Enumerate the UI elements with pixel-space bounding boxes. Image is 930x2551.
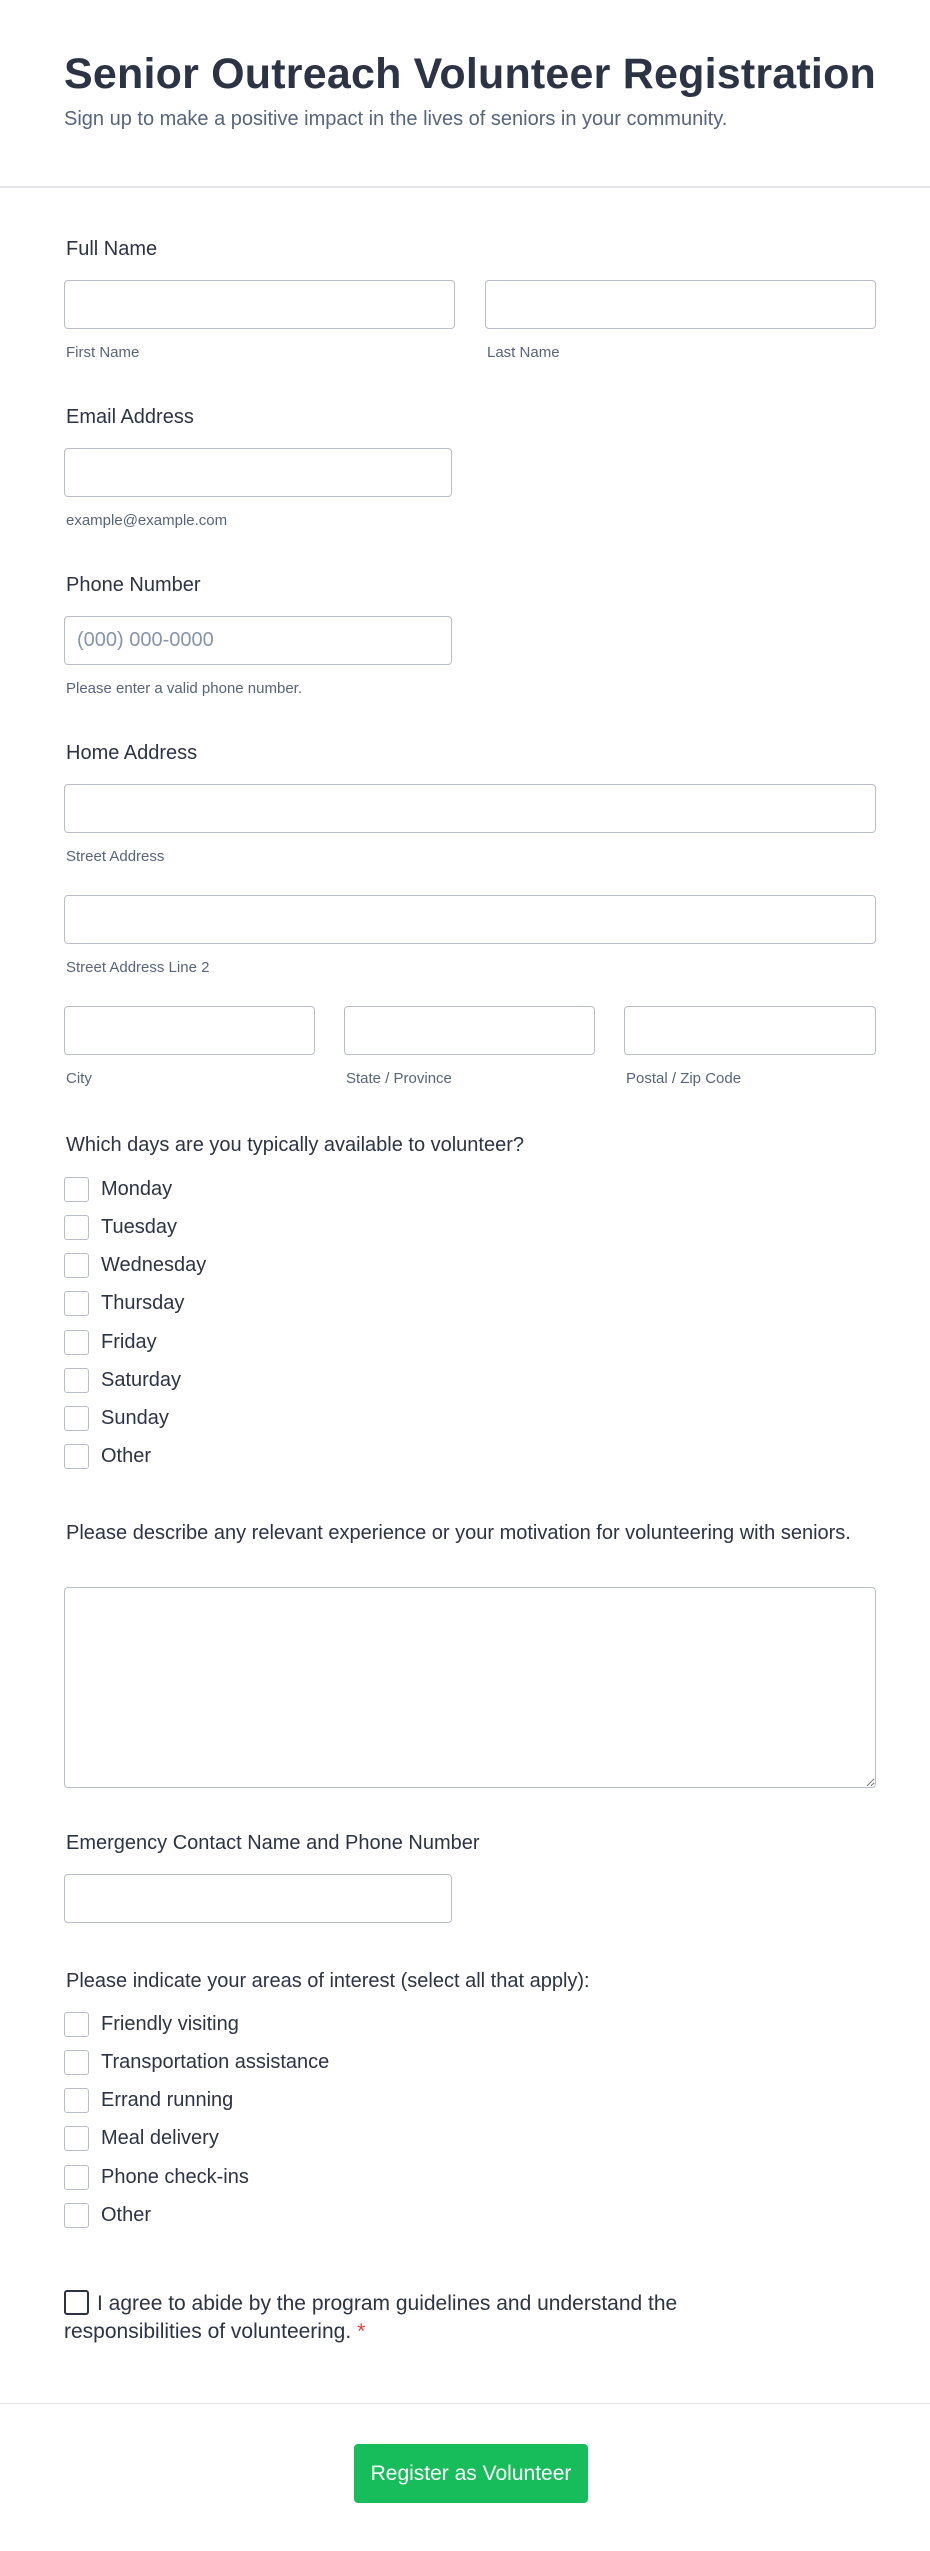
first-name-input[interactable]: [64, 280, 455, 329]
register-button[interactable]: Register as Volunteer: [354, 2444, 588, 2503]
day-option-wednesday[interactable]: [64, 1252, 206, 1278]
day-option-label: Sunday: [101, 1406, 169, 1429]
checkbox[interactable]: [64, 2050, 89, 2075]
interest-option-label: Transportation assistance: [101, 2050, 330, 2073]
agreement-text: I agree to abide by the program guidelines and understand the responsibilities of volunteering.: [64, 2292, 678, 2343]
day-option-thursday[interactable]: [64, 1290, 184, 1316]
checkbox[interactable]: [64, 1177, 89, 1202]
city-input[interactable]: [64, 1006, 315, 1055]
last-name-input[interactable]: [485, 280, 876, 329]
last-name-sublabel: Last Name: [487, 344, 560, 361]
interest-option-meal-delivery[interactable]: [64, 2125, 219, 2151]
checkbox[interactable]: [64, 1291, 89, 1316]
required-mark: *: [357, 2320, 366, 2343]
street-address-sublabel: Street Address: [66, 848, 165, 865]
day-option-saturday[interactable]: [64, 1367, 181, 1393]
email-label: Email Address: [66, 406, 194, 428]
checkbox[interactable]: [64, 1444, 89, 1469]
city-sublabel: City: [66, 1070, 92, 1087]
day-option-friday[interactable]: [64, 1329, 157, 1355]
agreement-checkbox[interactable]: [64, 2290, 89, 2315]
email-sublabel: example@example.com: [66, 512, 228, 529]
interest-option-errand-running[interactable]: [64, 2087, 233, 2113]
zip-sublabel: Postal / Zip Code: [626, 1070, 742, 1087]
checkbox[interactable]: [64, 2012, 89, 2037]
experience-textarea[interactable]: [64, 1587, 876, 1788]
state-sublabel: State / Province: [346, 1070, 452, 1087]
agreement-row[interactable]: [64, 2290, 784, 2346]
checkbox[interactable]: [64, 1368, 89, 1393]
day-option-label: Thursday: [101, 1291, 185, 1314]
interest-option-other[interactable]: [64, 2202, 151, 2228]
experience-label: Please describe any relevant experience or your motivation for volunteering with seniors.: [66, 1522, 851, 1544]
form-footer: [0, 2403, 930, 2551]
day-option-tuesday[interactable]: [64, 1214, 177, 1240]
address-label: Home Address: [66, 742, 198, 764]
interest-option-transportation[interactable]: [64, 2049, 329, 2075]
page-title: Senior Outreach Volunteer Registration: [64, 50, 877, 98]
interest-option-label: Friendly visiting: [101, 2012, 239, 2035]
checkbox[interactable]: [64, 1330, 89, 1355]
day-option-other[interactable]: [64, 1443, 151, 1469]
checkbox[interactable]: [64, 2203, 89, 2228]
checkbox[interactable]: [64, 2126, 89, 2151]
checkbox[interactable]: [64, 2088, 89, 2113]
zip-input[interactable]: [624, 1006, 876, 1055]
checkbox[interactable]: [64, 1253, 89, 1278]
day-option-label: Tuesday: [101, 1215, 177, 1238]
page-subtitle: Sign up to make a positive impact in the lives of seniors in your community.: [64, 108, 728, 130]
phone-sublabel: Please enter a valid phone number.: [66, 680, 302, 697]
street-address-input[interactable]: [64, 784, 876, 833]
form-header: [0, 0, 930, 188]
emergency-contact-label: Emergency Contact Name and Phone Number: [66, 1832, 480, 1854]
phone-label: Phone Number: [66, 574, 201, 596]
emergency-contact-input[interactable]: [64, 1874, 452, 1923]
interest-option-label: Errand running: [101, 2088, 234, 2111]
day-option-sunday[interactable]: [64, 1405, 169, 1431]
checkbox[interactable]: [64, 1406, 89, 1431]
interest-option-label: Other: [101, 2203, 152, 2226]
interest-option-phone-check-ins[interactable]: [64, 2164, 249, 2190]
interest-option-label: Phone check-ins: [101, 2165, 249, 2188]
interest-option-label: Meal delivery: [101, 2126, 219, 2149]
interests-label: Please indicate your areas of interest (select all that apply):: [66, 1970, 590, 1992]
interest-option-friendly-visiting[interactable]: [64, 2011, 239, 2037]
full-name-label: Full Name: [66, 238, 158, 260]
day-option-monday[interactable]: [64, 1176, 172, 1202]
day-option-label: Other: [101, 1444, 152, 1467]
phone-input[interactable]: [64, 616, 452, 665]
first-name-sublabel: First Name: [66, 344, 140, 361]
street-address-line2-input[interactable]: [64, 895, 876, 944]
day-option-label: Monday: [101, 1177, 173, 1200]
day-option-label: Wednesday: [101, 1253, 207, 1276]
email-input[interactable]: [64, 448, 452, 497]
day-option-label: Friday: [101, 1330, 157, 1353]
checkbox[interactable]: [64, 1215, 89, 1240]
day-option-label: Saturday: [101, 1368, 182, 1391]
checkbox[interactable]: [64, 2165, 89, 2190]
days-label: Which days are you typically available to volunteer?: [66, 1134, 525, 1156]
state-input[interactable]: [344, 1006, 595, 1055]
street-address-line2-sublabel: Street Address Line 2: [66, 959, 210, 976]
